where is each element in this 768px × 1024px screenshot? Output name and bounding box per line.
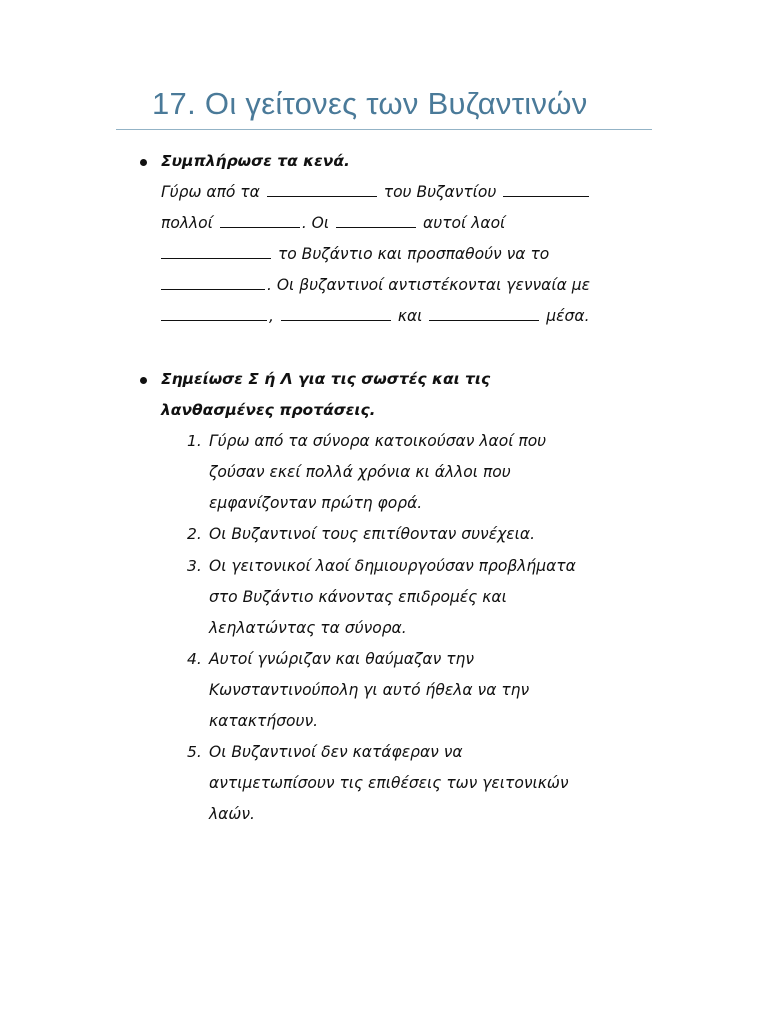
statement-line: Οι γειτονικοί λαοί δημιουργούσαν προβλήματα (209, 557, 576, 575)
exercise-heading: λανθασμένες προτάσεις. (161, 401, 376, 419)
statement-line: λεηλατώντας τα σύνορα. (209, 619, 407, 637)
item-number: 5. (187, 743, 202, 761)
text-line: πολλοί . Οι αυτοί λαοί (161, 208, 505, 239)
statement-line: Κωνσταντινούπολη γι αυτό ήθελα να την (209, 681, 530, 699)
statement-line: αντιμετωπίσουν τις επιθέσεις των γειτονικών (209, 774, 569, 792)
exercise-true-false (116, 364, 676, 834)
item-number: 1. (187, 432, 202, 450)
blank-field[interactable] (161, 303, 267, 321)
bullet-icon (140, 377, 147, 384)
item-number: 4. (187, 650, 202, 668)
blank-field[interactable] (429, 303, 539, 321)
statement-line: στο Βυζάντιο κάνοντας επιδρομές και (209, 588, 507, 606)
text-line: το Βυζάντιο και προσπαθούν να το (161, 239, 549, 270)
exercise-heading: Συμπλήρωσε τα κενά. (161, 152, 350, 170)
statement-line: εμφανίζονταν πρώτη φορά. (209, 494, 423, 512)
text-line: Γύρω από τα του Βυζαντίου (161, 177, 591, 208)
blank-field[interactable] (220, 210, 300, 228)
blank-field[interactable] (281, 303, 391, 321)
page-title: 17. Οι γείτονες των Βυζαντινών (152, 86, 588, 121)
item-number: 2. (187, 525, 202, 543)
blank-field[interactable] (161, 272, 265, 290)
statement-line: Οι Βυζαντινοί τους επιτίθονταν συνέχεια. (209, 525, 536, 543)
statement-line: Αυτοί γνώριζαν και θαύμαζαν την (209, 650, 475, 668)
statement-line: κατακτήσουν. (209, 712, 319, 730)
text-line: . Οι βυζαντινοί αντιστέκονται γενναία με (161, 270, 590, 301)
bullet-icon (140, 159, 147, 166)
statement-line: ζούσαν εκεί πολλά χρόνια κι άλλοι που (209, 463, 511, 481)
statement-line: Οι Βυζαντινοί δεν κατάφεραν να (209, 743, 463, 761)
exercise-fill-blanks (116, 146, 676, 336)
item-number: 3. (187, 557, 202, 575)
statement-line: λαών. (209, 805, 255, 823)
blank-field[interactable] (267, 179, 377, 197)
statement-line: Γύρω από τα σύνορα κατοικούσαν λαοί που (209, 432, 547, 450)
blank-field[interactable] (336, 210, 416, 228)
text-line: , και μέσα. (161, 301, 590, 332)
blank-field[interactable] (161, 241, 271, 259)
exercise-heading: Σημείωσε Σ ή Λ για τις σωστές και τις (161, 370, 491, 388)
title-divider (116, 129, 652, 130)
blank-field[interactable] (503, 179, 589, 197)
